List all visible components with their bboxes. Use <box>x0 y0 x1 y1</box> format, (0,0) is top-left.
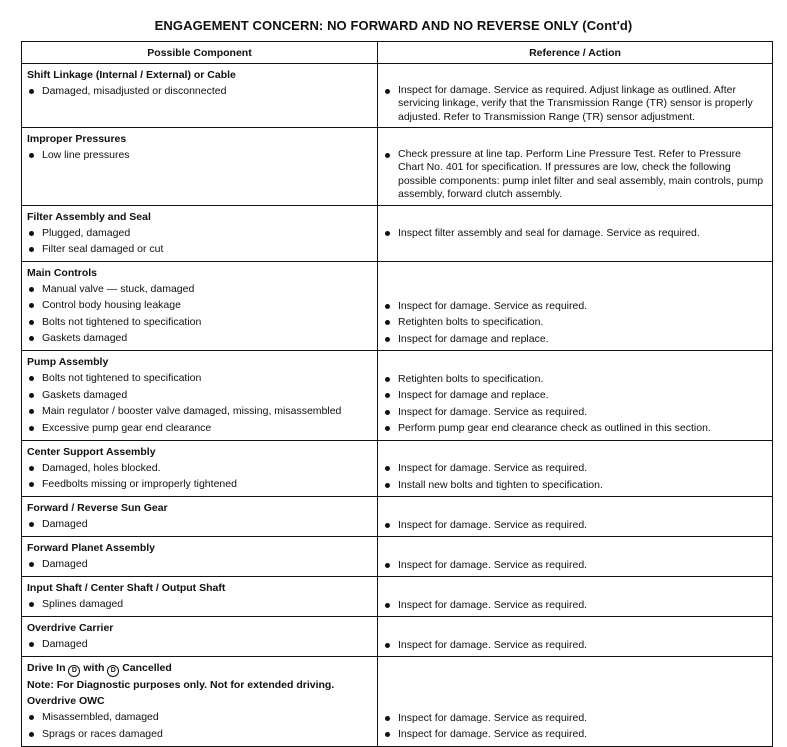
action-item: Inspect for damage. Service as required. Adjust linkage as outlined. After servicing linkage, verify that the Transmission Range (TR) sensor is properly adjusted. Refer to Transmission Range (TR) sensor adjustment. <box>383 84 766 125</box>
action-item: Inspect for damage and replace. <box>383 331 766 348</box>
bullet-icon <box>29 522 34 527</box>
component-cell <box>22 440 378 497</box>
action-cell <box>378 617 773 657</box>
diagnosis-table <box>21 41 773 747</box>
action-item: Inspect for damage. Service as required. <box>383 557 766 574</box>
component-subname: Overdrive OWC <box>27 695 105 707</box>
bullet-icon <box>385 231 390 236</box>
action-item: Inspect for damage. Service as required. <box>383 460 766 477</box>
component-cell <box>22 537 378 577</box>
bullet-icon <box>29 393 34 398</box>
component-name: Pump Assembly <box>27 356 109 368</box>
action-cell <box>378 657 773 747</box>
component-cell <box>22 64 378 128</box>
cause-item: Damaged, holes blocked. <box>27 460 371 477</box>
bullet-icon <box>385 320 390 325</box>
action-item: Inspect for damage and replace. <box>383 387 766 404</box>
component-name: Main Controls <box>27 266 97 279</box>
bullet-icon <box>385 716 390 721</box>
cause-item: Gaskets damaged <box>27 330 371 347</box>
component-name: Forward Planet Assembly <box>27 542 155 554</box>
bullet-icon <box>29 320 34 325</box>
bullet-icon <box>29 89 34 94</box>
bullet-icon <box>29 287 34 292</box>
overdrive-gear-icon: D <box>68 665 80 677</box>
table-row <box>22 440 773 497</box>
table-header-row <box>22 42 773 64</box>
cause-item: Damaged <box>27 516 371 533</box>
bullet-icon <box>385 483 390 488</box>
bullet-icon <box>29 376 34 381</box>
cause-item: Bolts not tightened to specification <box>27 314 371 331</box>
component-cell <box>22 657 378 747</box>
action-cell <box>378 205 773 261</box>
component-cell <box>22 205 378 261</box>
cause-item: Excessive pump gear end clearance <box>27 420 371 437</box>
bullet-icon <box>29 303 34 308</box>
action-cell <box>378 537 773 577</box>
action-cell <box>378 128 773 206</box>
cause-item: Gaskets damaged <box>27 387 371 404</box>
table-row <box>22 577 773 617</box>
table-row <box>22 128 773 206</box>
bullet-icon <box>385 643 390 648</box>
bullet-icon <box>385 426 390 431</box>
bullet-icon <box>29 231 34 236</box>
table-row <box>22 261 773 351</box>
action-cell <box>378 261 773 351</box>
table-row <box>22 64 773 128</box>
component-cell <box>22 351 378 441</box>
action-item: Inspect for damage. Service as required. <box>383 517 766 534</box>
bullet-icon <box>385 89 390 94</box>
bullet-icon <box>29 247 34 252</box>
bullet-icon <box>385 410 390 415</box>
action-item: Install new bolts and tighten to specification. <box>383 477 766 494</box>
action-item: Check pressure at line tap. Perform Line Pressure Test. Refer to Pressure Chart No. 401 for specification. If pressures are low, check the following possible components: pump inlet filter and seal assembly, main controls, pump assembly, forward clutch assembly. <box>383 148 766 202</box>
cause-item: Low line pressures <box>27 147 371 164</box>
cause-item: Splines damaged <box>27 596 371 613</box>
bullet-icon <box>29 562 34 567</box>
bullet-icon <box>385 466 390 471</box>
component-name: Input Shaft / Center Shaft / Output Shaft <box>27 582 226 594</box>
component-cell <box>22 497 378 537</box>
action-item: Perform pump gear end clearance check as outlined in this section. <box>383 420 766 437</box>
cause-item: Sprags or races damaged <box>27 726 371 743</box>
component-name: Overdrive Carrier <box>27 622 114 634</box>
component-cell <box>22 128 378 206</box>
bullet-icon <box>29 426 34 431</box>
action-item: Inspect for damage. Service as required. <box>383 710 766 727</box>
bullet-icon <box>29 642 34 647</box>
table-row <box>22 617 773 657</box>
bullet-icon <box>385 304 390 309</box>
action-item: Retighten bolts to specification. <box>383 314 766 331</box>
action-cell <box>378 440 773 497</box>
cause-item: Plugged, damaged <box>27 225 371 242</box>
bullet-icon <box>385 153 390 158</box>
column-header-action: Reference / Action <box>378 42 773 64</box>
cause-item: Feedbolts missing or improperly tightened <box>27 476 371 493</box>
cause-item: Damaged, misadjusted or disconnected <box>27 83 371 100</box>
diagnostic-note: Note: For Diagnostic purposes only. Not for extended driving. <box>27 679 335 691</box>
cause-item: Misassembled, damaged <box>27 709 371 726</box>
action-item: Retighten bolts to specification. <box>383 371 766 388</box>
component-name: Drive In D with D Cancelled <box>27 660 371 677</box>
cause-item: Manual valve — stuck, damaged <box>27 281 371 298</box>
bullet-icon <box>29 153 34 158</box>
action-item: Inspect for damage. Service as required. <box>383 726 766 743</box>
overdrive-gear-icon: D <box>107 665 119 677</box>
action-item: Inspect for damage. Service as required. <box>383 597 766 614</box>
table-row <box>22 537 773 577</box>
action-cell <box>378 497 773 537</box>
component-name: Improper Pressures <box>27 133 127 145</box>
bullet-icon <box>29 715 34 720</box>
bullet-icon <box>385 563 390 568</box>
component-cell <box>22 577 378 617</box>
action-item: Inspect for damage. Service as required. <box>383 404 766 421</box>
action-item: Inspect for damage. Service as required. <box>383 298 766 315</box>
bullet-icon <box>29 602 34 607</box>
action-cell <box>378 64 773 128</box>
table-row <box>22 657 773 747</box>
bullet-icon <box>385 393 390 398</box>
component-name: Filter Assembly and Seal <box>27 210 151 223</box>
action-item: Inspect for damage. Service as required. <box>383 637 766 654</box>
bullet-icon <box>385 523 390 528</box>
column-header-component: Possible Component <box>22 42 378 64</box>
cause-item: Damaged <box>27 636 371 653</box>
action-cell <box>378 577 773 617</box>
component-name: Center Support Assembly <box>27 445 156 458</box>
bullet-icon <box>29 482 34 487</box>
bullet-icon <box>29 336 34 341</box>
table-row <box>22 497 773 537</box>
table-row <box>22 205 773 261</box>
cause-item: Filter seal damaged or cut <box>27 241 371 258</box>
component-cell <box>22 261 378 351</box>
bullet-icon <box>29 466 34 471</box>
bullet-icon <box>385 377 390 382</box>
component-name: Forward / Reverse Sun Gear <box>27 502 168 514</box>
bullet-icon <box>29 732 34 737</box>
component-name: Shift Linkage (Internal / External) or Cable <box>27 69 236 81</box>
action-item: Inspect filter assembly and seal for damage. Service as required. <box>383 225 766 242</box>
action-cell <box>378 351 773 441</box>
cause-item: Main regulator / booster valve damaged, missing, misassembled <box>27 403 371 420</box>
cause-item: Control body housing leakage <box>27 297 371 314</box>
page-title: ENGAGEMENT CONCERN: NO FORWARD AND NO REVERSE ONLY (Cont'd) <box>154 18 633 33</box>
bullet-icon <box>385 732 390 737</box>
component-cell <box>22 617 378 657</box>
bullet-icon <box>29 409 34 414</box>
bullet-icon <box>385 603 390 608</box>
cause-item: Damaged <box>27 556 371 573</box>
bullet-icon <box>385 337 390 342</box>
cause-item: Bolts not tightened to specification <box>27 370 371 387</box>
table-row <box>22 351 773 441</box>
